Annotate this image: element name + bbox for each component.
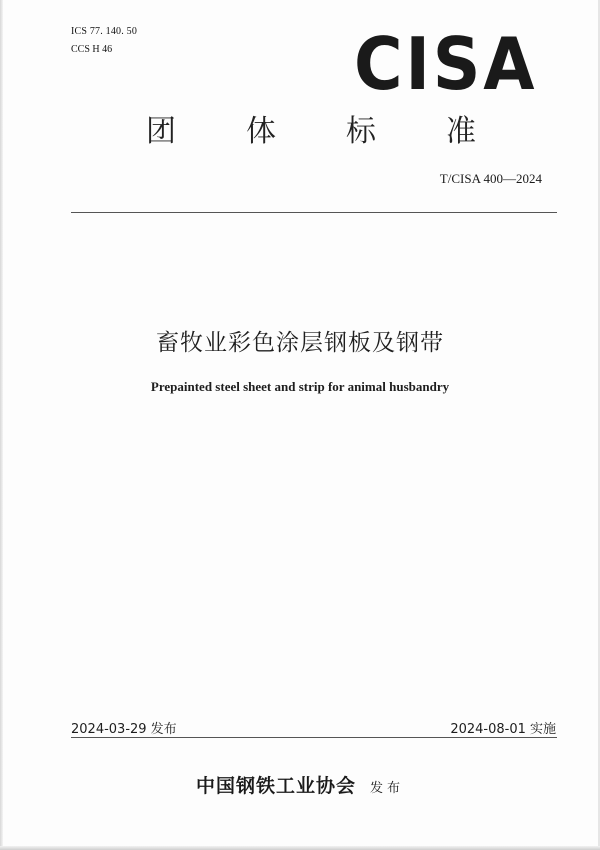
issue-date: 2024-03-29 发布 xyxy=(71,722,177,737)
ccs-code: CCS H 46 xyxy=(71,44,113,55)
document-title-english: Prepainted steel sheet and strip for animal husbandry xyxy=(150,379,450,394)
bottom-divider xyxy=(71,737,557,738)
top-divider xyxy=(71,212,557,213)
standard-number: T/CISA 400—2024 xyxy=(439,171,542,186)
cisa-logo: CISA xyxy=(354,22,538,106)
standard-type-char: 准 xyxy=(446,114,476,149)
publisher-line xyxy=(0,771,600,798)
standard-type-char: 标 xyxy=(346,114,376,149)
standard-type-char: 体 xyxy=(246,114,276,149)
publisher-name: 中国钢铁工业协会 xyxy=(195,775,356,797)
ics-code: ICS 77. 140. 50 xyxy=(71,26,138,37)
standard-type-char: 团 xyxy=(146,114,176,149)
standard-type-heading xyxy=(146,112,476,152)
document-title-chinese: 畜牧业彩色涂层钢板及钢带 xyxy=(156,330,444,356)
publisher-suffix: 发布 xyxy=(370,781,405,796)
scan-edge-left xyxy=(0,0,3,850)
implementation-date: 2024-08-01 实施 xyxy=(450,722,556,737)
scan-edge-bottom xyxy=(0,846,600,850)
